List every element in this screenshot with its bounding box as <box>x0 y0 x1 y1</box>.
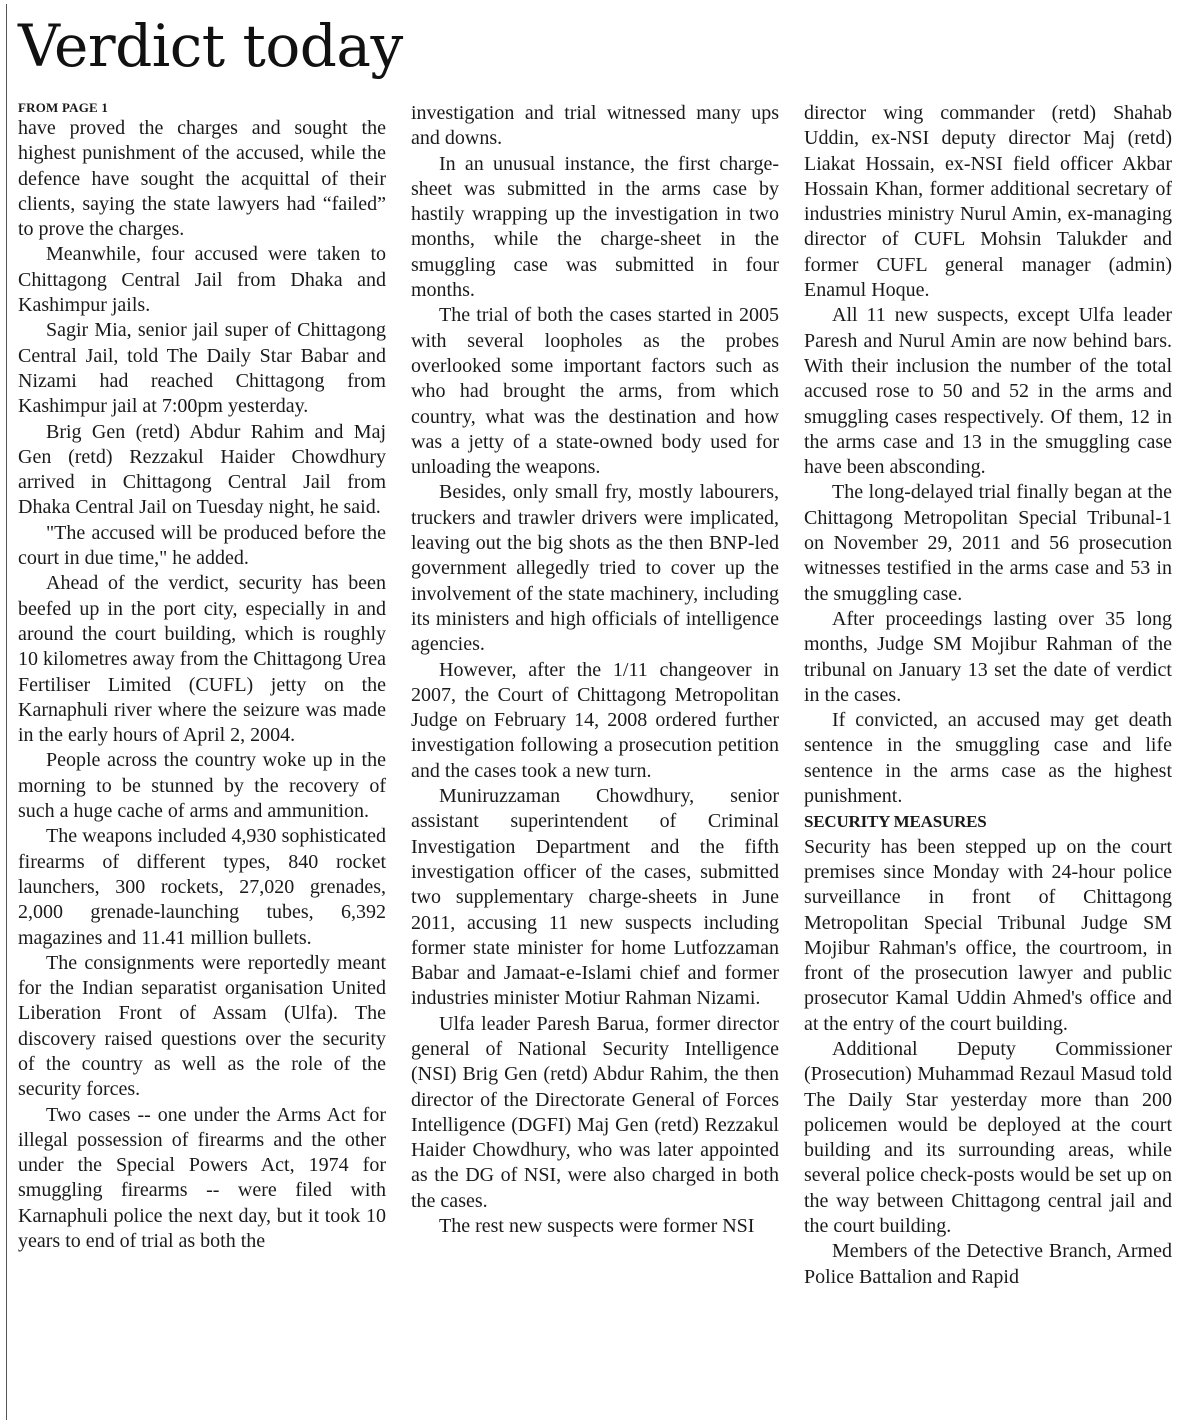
article-column-3 <box>804 101 1172 1417</box>
paragraph: The consignments were reportedly meant for the Indian separatist organisation United Liberation Front of Assam (Ulfa). The discovery raised questions over the security of the country as well as the role of the security forces. <box>18 951 386 1101</box>
paragraph: The long-delayed trial finally began at the Chittagong Metropolitan Special Tribunal-1 on November 29, 2011 and 56 prosecution witnesses testified in the arms case and 53 in the smuggling case. <box>804 481 1172 605</box>
paragraph: have proved the charges and sought the highest punishment of the accused, while the defence have sought the acquittal of their clients, saying the state lawyers had “failed” to prove the charges. <box>18 117 386 241</box>
paragraph: The weapons included 4,930 sophisticated firearms of different types, 840 rocket launchers, 300 rockets, 27,020 grenades, 2,000 grenade-launching tubes, 6,392 magazines and 11.41 million bullets. <box>18 825 386 949</box>
paragraph: Ahead of the verdict, security has been beefed up in the port city, especially in and around the court building, which is roughly 10 kilometres away from the Chittagong Urea Fertiliser Limited (CUFL) jetty on the Karnaphuli river where the seizure was made in the early hours of April 2, 2004. <box>18 572 386 747</box>
paragraph: All 11 new suspects, except Ulfa leader Paresh and Nurul Amin are now behind bars. With their inclusion the number of the total accused rose to 50 and 52 in the arms and smuggling cases respectively. Of them, 12 in the arms case and 13 in the smuggling case have been absconding. <box>804 304 1172 479</box>
paragraph: Security has been stepped up on the court premises since Monday with 24-hour police surveillance in front of Chittagong Metropolitan Special Tribunal Judge SM Mojibur Rahman's office, the courtroom, in front of the prosecution lawyer and public prosecutor Kamal Uddin Ahmed's office and at the entry of the court building. <box>804 835 1172 1035</box>
paragraph: The trial of both the cases started in 2005 with several loopholes as the probes overlooked some important factors such as who had brought the arms, from which country, what was the destination and how was a jetty of a state-owned body used for unloading the weapons. <box>411 304 779 479</box>
paragraph: The rest new suspects were former NSI <box>439 1215 755 1238</box>
headline: Verdict today <box>18 12 403 80</box>
paragraph: However, after the 1/11 changeover in 2007, the Court of Chittagong Metropolitan Judge on February 14, 2008 ordered further investigation following a prosecution petition and the cases took a new turn. <box>411 658 779 782</box>
section-subhead: SECURITY MEASURES <box>804 812 987 832</box>
paragraph: Additional Deputy Commissioner (Prosecution) Muhammad Rezaul Masud told The Daily Star yesterday more than 200 policemen would be deployed at the court building and its surrounding areas, while several police check-posts would be set up on the way between Chittagong central jail and the court building. <box>804 1037 1172 1238</box>
left-column-rule <box>6 4 7 1420</box>
paragraph: Meanwhile, four accused were taken to Chittagong Central Jail from Dhaka and Kashimpur jails. <box>18 243 386 317</box>
paragraph: Muniruzzaman Chowdhury, senior assistant superintendent of Criminal Investigation Department and the fifth investigation officer of the cases, submitted two supplementary charge-sheets in June 2011, accusing 11 new suspects including former state minister for home Lutfozzaman Babar and Jamaat-e-Islami chief and former industries minister Motiur Rahman Nizami. <box>411 785 779 1010</box>
paragraph: Brig Gen (retd) Abdur Rahim and Maj Gen (retd) Rezzakul Haider Chowdhury arrived in Chittagong Central Jail from Dhaka Central Jail on Tuesday night, he said. <box>18 420 386 519</box>
paragraph: If convicted, an accused may get death sentence in the smuggling case and life sentence in the arms case as the highest punishment. <box>804 709 1172 808</box>
paragraph: In an unusual instance, the first charge-sheet was submitted in the arms case by hastily wrapping up the investigation in two months, while the charge-sheet in the smuggling case was submitted in four months. <box>411 152 779 302</box>
article-column-1 <box>18 100 386 1416</box>
paragraph: After proceedings lasting over 35 long months, Judge SM Mojibur Rahman of the tribunal on January 13 set the date of verdict in the cases. <box>804 607 1172 706</box>
paragraph: Two cases -- one under the Arms Act for illegal possession of firearms and the other under the Special Powers Act, 1974 for smuggling firearms -- were filed with Karnaphuli police the next day, but it took 10 years to end of trial as both the <box>18 1103 386 1253</box>
paragraph: investigation and trial witnessed many ups and downs. <box>411 102 779 150</box>
paragraph: director wing commander (retd) Shahab Uddin, ex-NSI deputy director Maj (retd) Liakat Hossain, ex-NSI field officer Akbar Hossain Khan, former additional secretary of industries ministry Nurul Amin, ex-managing director of CUFL Mohsin Talukder and former CUFL general manager (admin) Enamul Hoque. <box>804 102 1172 302</box>
paragraph: Besides, only small fry, mostly labourers, truckers and trawler drivers were implicated, leaving out the big shots as the then BNP-led government allegedly tried to cover up the involvement of the state machinery, including its ministers and high officials of intelligence agencies. <box>411 481 779 656</box>
paragraph: Sagir Mia, senior jail super of Chittagong Central Jail, told The Daily Star Babar and Nizami had reached Chittagong from Kashimpur jail at 7:00pm yesterday. <box>18 319 386 418</box>
paragraph: Ulfa leader Paresh Barua, former director general of National Security Intelligence (NSI) Brig Gen (retd) Abdur Rahim, the then director of the Directorate General of Forces Intelligence (DGFI) Maj Gen (retd) Rezzakul Haider Chowdhury, who was later appointed as the DG of NSI, were also charged in both the cases. <box>411 1012 779 1212</box>
article-column-2 <box>411 101 779 1417</box>
jump-kicker: FROM PAGE 1 <box>18 100 109 115</box>
paragraph: Members of the Detective Branch, Armed Police Battalion and Rapid <box>804 1240 1172 1288</box>
paragraph: People across the country woke up in the morning to be stunned by the recovery of such a huge cache of arms and ammunition. <box>18 749 386 823</box>
paragraph: "The accused will be produced before the court in due time," he added. <box>18 521 386 570</box>
